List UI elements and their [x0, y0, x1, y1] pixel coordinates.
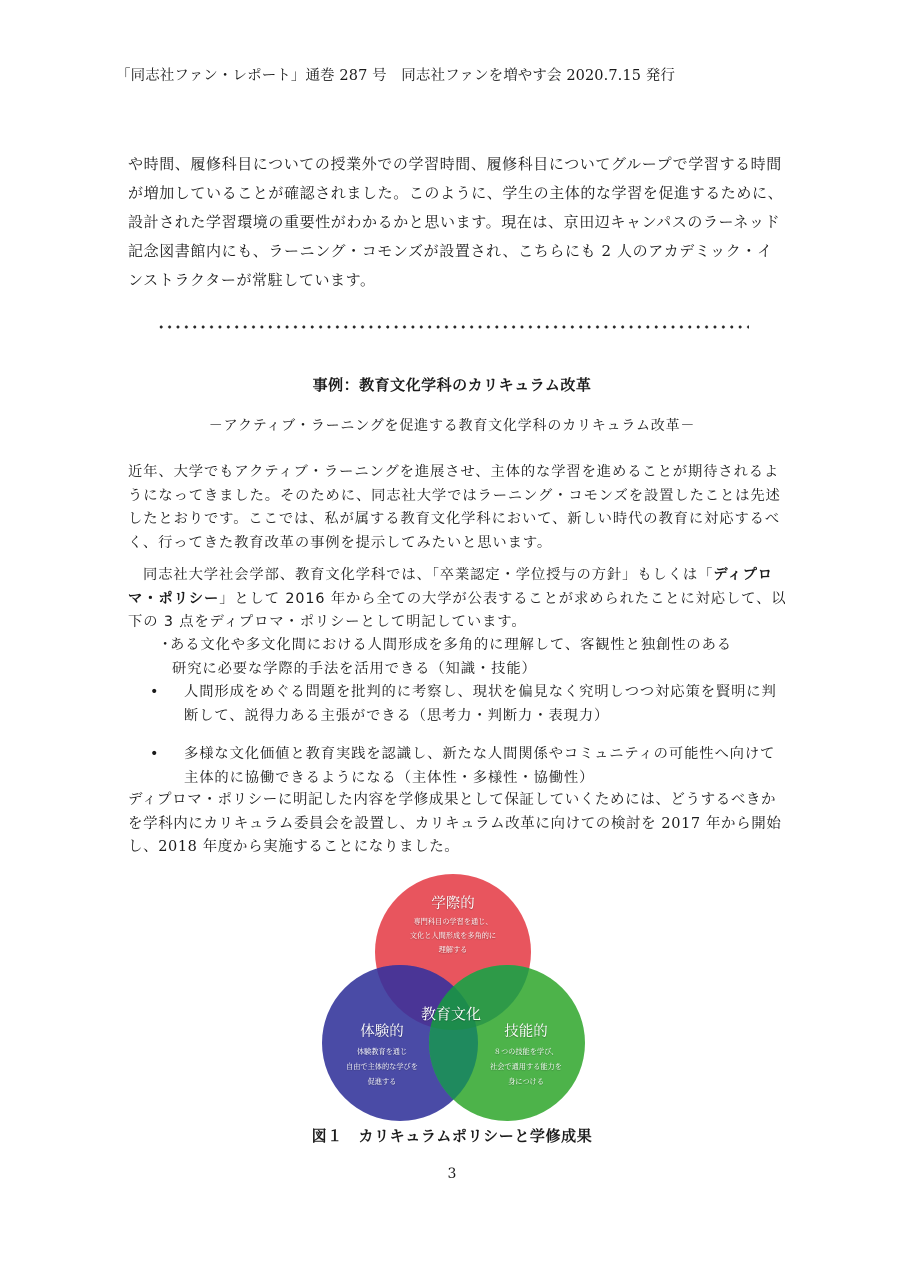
bullet-marker: •: [150, 746, 160, 762]
policy-bold-term: ディプロマ・ポリシー: [128, 567, 773, 607]
section-subtitle: －アクティブ・ラーニングを促進する教育文化学科のカリキュラム改革－: [208, 418, 696, 434]
circle-title-interdisciplinary: 学際的: [431, 896, 475, 912]
policy-text-part2: 」として 2016 年から全ての大学が公表することが求められたことに対応して、以下の 3 点をディプロマ・ポリシーとして明記しています。: [128, 590, 787, 630]
page-number: 3: [447, 1166, 457, 1182]
list-item-text: 人間形成をめぐる問題を批判的に考察し、現状を偏見なく究明しつつ対応策を賢明に判断して、説得力ある主張ができる（思考力・判断力・表現力）: [184, 684, 777, 724]
center-label: 教育文化: [420, 1005, 482, 1023]
policy-text-part1: 同志社大学社会学部、教育文化学科では、「卒業認定・学位授与の方針」もしくは「: [143, 567, 714, 583]
intro-paragraph: 近年、大学でもアクティブ・ラーニングを進展させ、主体的な学習を進めることが期待されるようになってきました。そのために、同志社大学ではラーニング・コモンズを設置したことは先述したとおりです。ここでは、私が属する教育文化学科において、新しい時代の教育に対応するべく、行ってきた教育改革の事例を提示してみたいと思います。: [128, 464, 781, 551]
venn-diagram: [320, 870, 590, 1125]
figure-caption: 図１ カリキュラムポリシーと学修成果: [311, 1127, 593, 1145]
list-item-text-continued: 研究に必要な学際的手法を活用できる（知識・技能）: [172, 660, 537, 677]
circle-desc-interdisciplinary-2: 文化と人間形成を多角的に: [409, 931, 497, 940]
circle-desc-skill-2: 社会で通用する能力を: [490, 1062, 562, 1071]
diploma-policy-list: [150, 634, 790, 790]
dotted-separator: [157, 325, 749, 329]
bullet-marker: ・: [158, 637, 174, 653]
list-item: [150, 743, 790, 790]
section-title: 事例：教育文化学科のカリキュラム改革: [312, 376, 592, 394]
circle-desc-skill-3: 身につける: [508, 1077, 544, 1086]
circle-desc-experiential-2: 自由で主体的な学びを: [346, 1062, 418, 1071]
list-item-text: 多様な文化価値と教育実践を認識し、新たな人間関係やコミュニティの可能性へ向けて主体的に協働できるようになる（主体性・多様性・協働性）: [184, 746, 776, 786]
list-item: [150, 681, 790, 728]
bullet-marker: •: [150, 684, 160, 700]
policy-paragraph: [128, 564, 788, 635]
list-item-text: ある文化や多文化間における人間形成を多角的に理解して、客観性と独創性のある: [170, 637, 732, 653]
circle-desc-interdisciplinary-3: 理解する: [438, 945, 468, 954]
circle-title-experiential: 体験的: [360, 1024, 404, 1040]
newsletter-header: 「同志社ファン・レポート」通巻 287 号 同志社ファンを増やす会 2020.7.15 発行: [116, 68, 675, 84]
circle-title-skill: 技能的: [504, 1024, 548, 1040]
circle-desc-experiential-1: 体験教育を通じ: [356, 1047, 408, 1056]
circle-desc-skill-1: ８つの技能を学び、: [493, 1047, 559, 1056]
closing-paragraph: ディプロマ・ポリシーに明記した内容を学修成果として保証していくためには、どうするべきかを学科内にカリキュラム委員会を設置し、カリキュラム改革に向けての検討を 2017 年から開始し、2018 年度から実施することになりました。: [128, 792, 782, 855]
circle-desc-experiential-3: 促進する: [367, 1077, 397, 1086]
list-item: [150, 634, 790, 681]
circle-desc-interdisciplinary-1: 専門科目の学習を通じ、: [413, 917, 493, 926]
continuation-paragraph: や時間、履修科目についての授業外での学習時間、履修科目についてグループで学習する時間が増加していることが確認されました。このように、学生の主体的な学習を促進するために、設計された学習環境の重要性がわかるかと思います。現在は、京田辺キャンパスのラーネッド記念図書館内にも、ラーニング・コモンズが設置され、こちらにも 2 人のアカデミック・インストラクターが常駐しています。: [128, 155, 784, 289]
